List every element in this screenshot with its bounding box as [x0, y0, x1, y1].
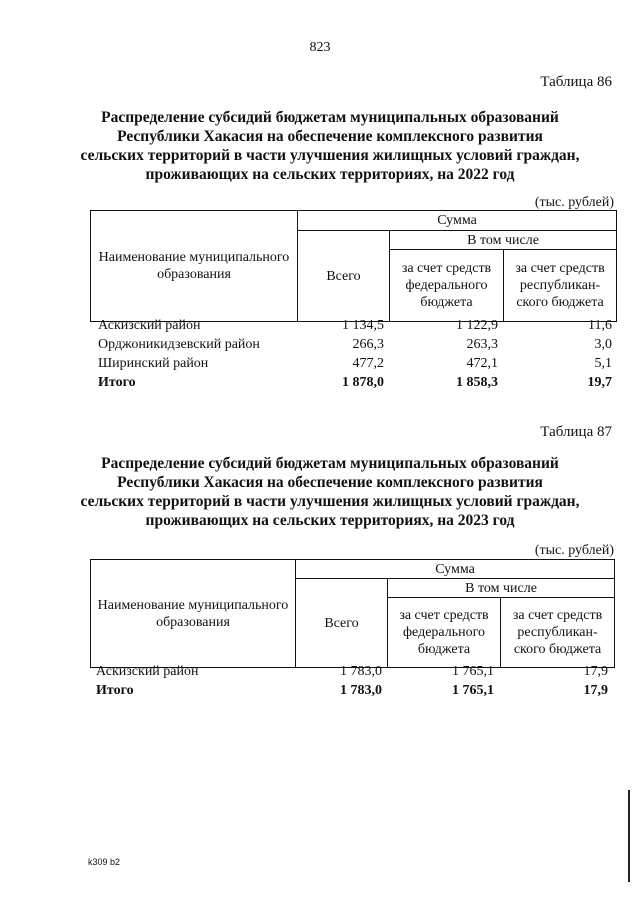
table-row	[90, 316, 616, 335]
total-row	[90, 681, 614, 700]
row-republic: 19,7	[587, 375, 612, 390]
header-including: В том числе	[388, 579, 615, 598]
row-republic: 3,0	[594, 337, 612, 352]
row-total: 266,3	[352, 337, 384, 352]
table-title-line: Распределение субсидий бюджетам муниципальных образований	[101, 455, 559, 472]
row-name: Итого	[96, 683, 134, 698]
row-federal: 1 765,1	[452, 664, 494, 679]
header-republic: за счет средств республикан-ского бюджета	[501, 598, 615, 668]
scan-edge-line	[628, 790, 630, 882]
header-sum: Сумма	[296, 560, 615, 579]
table-title	[60, 108, 600, 184]
row-name: Ширинский район	[98, 356, 209, 371]
header-name-column: Наименование муниципального образования	[91, 560, 296, 668]
table-row	[90, 335, 616, 354]
table-title-line: сельских территорий в части улучшения жилищных условий граждан,	[80, 147, 580, 164]
header-including: В том числе	[390, 231, 617, 250]
table-title-line: сельских территорий в части улучшения жилищных условий граждан,	[80, 493, 580, 510]
table-label: Таблица 86	[540, 74, 612, 90]
table-title-line: Республики Хакасия на обеспечение комплексного развития	[117, 128, 543, 145]
row-name: Аскизский район	[98, 318, 201, 333]
header-sum: Сумма	[298, 211, 617, 231]
table-title-line: Республики Хакасия на обеспечение комплексного развития	[117, 474, 543, 491]
row-federal: 1 858,3	[456, 375, 498, 390]
table-header	[90, 559, 615, 668]
row-republic: 17,9	[583, 683, 608, 698]
row-total: 1 878,0	[342, 375, 384, 390]
header-republic: за счет средств республикан-ского бюджета	[504, 250, 617, 322]
header-total: Всего	[296, 579, 388, 668]
table-title-line: проживающих на сельских территориях, на 2023 год	[145, 512, 515, 529]
row-total: 1 783,0	[340, 664, 382, 679]
header-name-column: Наименование муниципального образования	[91, 211, 298, 322]
row-name: Орджоникидзевский район	[98, 337, 260, 352]
table-row	[90, 354, 616, 373]
table-label: Таблица 87	[540, 424, 612, 440]
table-row	[90, 662, 614, 681]
row-federal: 472,1	[466, 356, 498, 371]
row-federal: 1 765,1	[452, 683, 494, 698]
row-name: Итого	[98, 375, 136, 390]
total-row	[90, 373, 616, 392]
row-republic: 5,1	[594, 356, 612, 371]
row-republic: 11,6	[588, 318, 612, 333]
table-title	[60, 454, 600, 530]
page-number: 823	[309, 40, 331, 55]
row-total: 477,2	[352, 356, 384, 371]
row-name: Аскизский район	[96, 664, 199, 679]
header-federal: за счет средств федерального бюджета	[388, 598, 501, 668]
table-title-line: Распределение субсидий бюджетам муниципальных образований	[101, 109, 559, 126]
header-total: Всего	[298, 231, 390, 322]
unit-label: (тыс. рублей)	[534, 543, 614, 558]
row-total: 1 134,5	[342, 318, 384, 333]
row-total: 1 783,0	[340, 683, 382, 698]
table-header	[90, 210, 617, 322]
row-federal: 263,3	[466, 337, 498, 352]
header-federal: за счет средств федерального бюджета	[390, 250, 504, 322]
table-title-line: проживающих на сельских территориях, на 2022 год	[145, 166, 515, 183]
row-republic: 17,9	[583, 664, 608, 679]
unit-label: (тыс. рублей)	[534, 195, 614, 210]
footer-code: k309 b2	[88, 857, 121, 867]
row-federal: 1 122,9	[456, 318, 498, 333]
